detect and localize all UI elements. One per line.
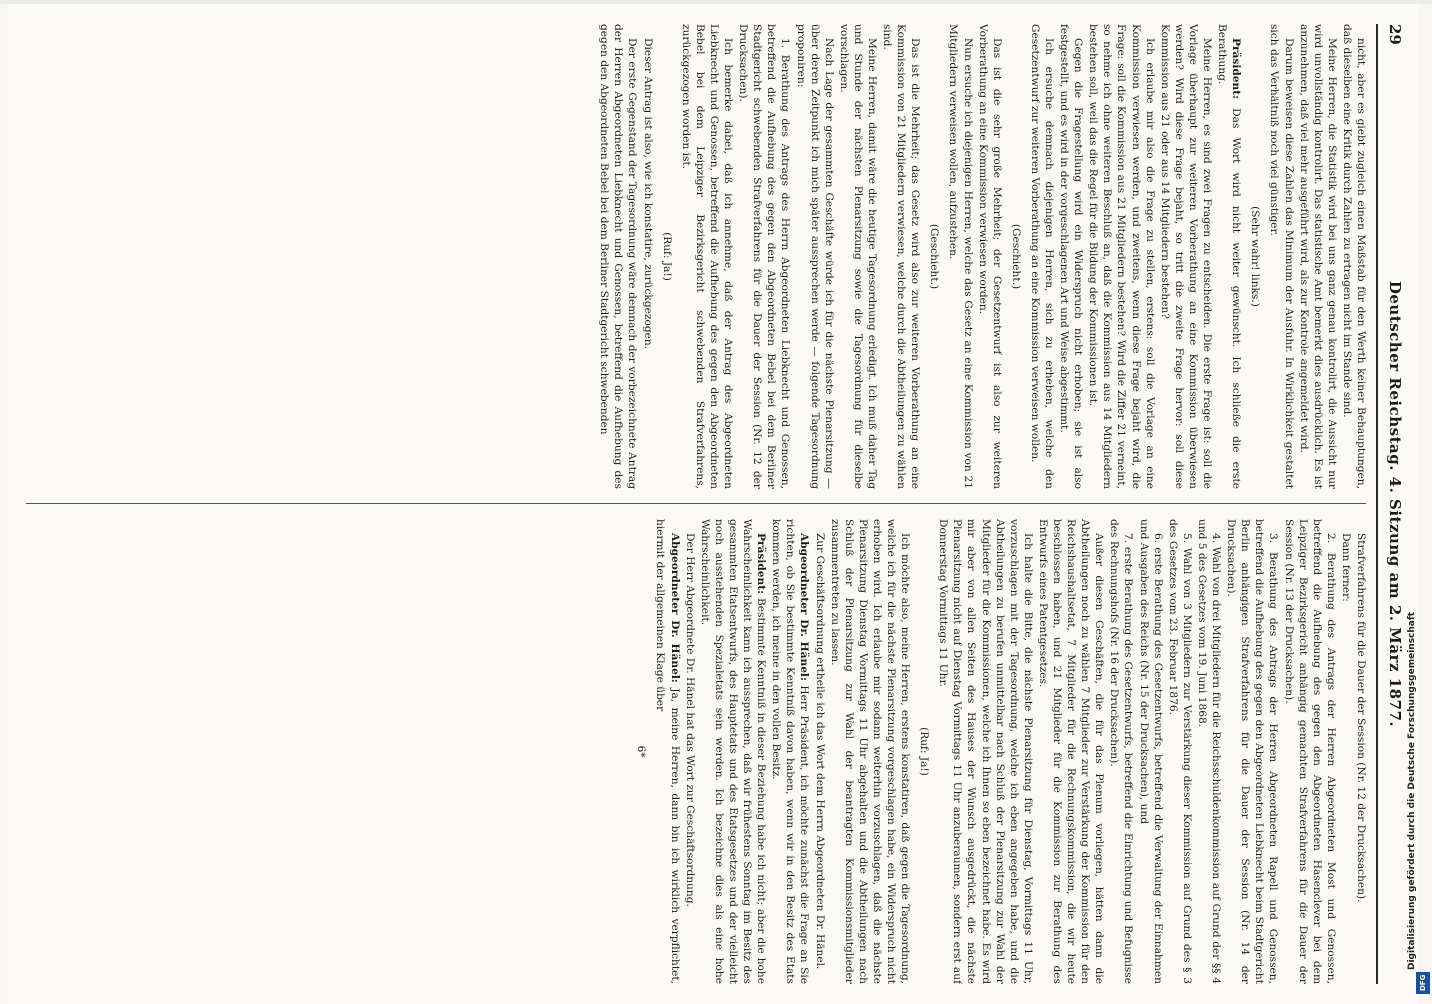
column-separator [26, 503, 1366, 504]
speaker-name: Abgeordneter Dr. Hänel: [668, 533, 681, 683]
text-column-right [18, 519, 1368, 984]
paragraph: 7. erste Berathung des Gesetzentwurfs, betreffend die Einrichtung und Befugnisse des Rechnungshofs (Nr. 16 der Drucksachen). [1108, 519, 1135, 984]
paragraph: Außer diesen Geschäften, die für das Plenum vorliegen, hätten dann die Abtheilungen noch zu wählen 7 Mitglieder zur Verstärkung der Kommission für den Reichshaushaltsetat, 7 Mitglieder für die Rechnungskommission, die wir heute beschlossen haben, und 21 Mitglieder für die Kommission zur Berathung des Entwurfs eines Patentgesetzes. [1036, 519, 1106, 984]
speaker-name: Abgeordneter Dr. Hänel: [798, 533, 811, 681]
paragraph: Ich ersuche demnach diejenigen Herren, sich zu erheben, welche den Gesetzentwurf zur weiteren Vorberathung an eine Kommission verweisen wollen. [1028, 24, 1056, 489]
page-number: 29 [1386, 24, 1404, 45]
speech-text: Das Wort wird nicht weiter gewünscht. Ich schließe die erste Berathung. [1216, 24, 1243, 489]
document-page [8, 4, 1418, 1004]
interjection: (Ruf: Ja!) [918, 727, 931, 776]
paragraph: Das ist die sehr große Mehrheit; der Gesetzentwurf ist also zur weiteren Vorberathung an eine Kommission verwiesen worden. [976, 24, 1003, 489]
paragraph: Ich bemerke dabei, daß ich annehme, daß der Antrag des Abgeordneten Liebknecht und Genossen, betreffend die Aufhebung des gegen den Abgeordneten Bebel bei dem Leipziger Bezirksgericht schwebenden Strafverfahrens, zurückgezogen worden ist. [679, 24, 735, 489]
paragraph: 1. Berathung des Antrags des Herrn Abgeordneten Liebknecht und Genossen, betreffend die Aufhebung des gegen den Abgeordneten Bebel bei dem Berliner Stadtgericht schwebenden Strafverfahrens für die Dauer der Session (Nr. 12 der Drucksachen). [737, 24, 792, 489]
text-column-left [18, 24, 1368, 489]
speaker-paragraph [653, 519, 681, 984]
paragraph: Der erste Gegenstand der Tagesordnung wäre demnach der vorbezeichnete Antrag der Herren Abgeordneten Liebknecht und Genossen, betreffend die Aufhebung des gegen den Abgeordneten Bebel bei dem Berliner Stadtgericht schwebenden [598, 24, 639, 489]
paragraph: Ich halte die Bitte, die nächste Plenarsitzung für Dienstag, Vormittags 11 Uhr, vorzuschlagen mit der Tagesordnung, welche ich eben angegeben habe, und die Abtheilungen zu berufen unmittelbar nach Schluß der Plenarsitzung zur Wahl der Mitglieder für die Kommissionen, welche ich Ihnen so eben bezeichnet habe. Es wird mir aber von allen Seiten des Hauses der Wunsch ausgedrückt, die nächste Plenarsitzung nicht auf Dienstag Vormittags 11 Uhr anzuberaumen, sondern erst auf Donnerstag Vormittags 11 Uhr. [937, 519, 1034, 984]
speaker-name: Präsident: [1230, 38, 1243, 100]
speaker-paragraph [769, 519, 811, 984]
paragraph: Dann ferner: [1339, 533, 1352, 602]
speech-text: Herr Präsident, ich möchte zunächst die Frage an Sie richten, ob Sie bestimmte Kenntniß davon haben, wenn wir in den Besitz des Etats kommen werden, ich meine in den vollen Besitz. [770, 519, 811, 984]
speaker-paragraph [698, 519, 768, 984]
paragraph: Ich möchte also, meine Herren, erstens konstatiren, daß gegen die Tagesordnung, welche ich für die nächste Plenarsitzung vorgeschlagen habe, ein Widerspruch nicht erhoben wird. Ich erlaube mir sodann weiterhin vorzuschlagen, daß die nächste Plenarsitzung Dienstag Vormittags 11 Uhr abgehalten und die Abtheilungen nach Schluß der Plenarsitzung zur Wahl der beantragten Kommissionsmitglieder zusammentreten zu lassen. [828, 519, 912, 984]
paragraph: Nach Lage der gesammten Geschäfte würde ich für die nächste Plenarsitzung — über deren Zeitpunkt ich mich später aussprechen werde — folgende Tagesordnung proponiren: [794, 24, 835, 489]
interjection: (Geschieht.) [928, 223, 941, 290]
interjection: (Sehr wahr! links.) [1249, 206, 1262, 307]
paragraph: Zur Geschäftsordnung ertheile ich das Wort dem Herrn Abgeordneten Dr. Hänel. [813, 533, 826, 970]
paragraph: Ich erlaube mir also die Frage zu stellen, erstens: soll die Vorlage an eine Kommission verwiesen werden, und zweitens, wenn diese Frage bejaht wird, die Frage: soll die Kommission aus 21 Mitgliedern bestehen? Wird die Ziffer 21 verneint, so nehme ich ohne weiteren Beschluß an, daß die Kommission aus 14 Mitgliedern bestehen soll, weil das die Regel für die Bildung der Kommissionen ist. [1087, 24, 1156, 489]
paragraph: 6. erste Berathung des Gesetzentwurfs, betreffend die Verwaltung der Einnahmen und Ausgaben des Reichs (Nr. 15 der Drucksachen), und [1137, 519, 1164, 984]
page-header [1380, 24, 1408, 984]
paragraph: Der Herr Abgeordnete Dr. Hänel hat das Wort zur Geschäftsordnung. [683, 533, 696, 907]
interjection: (Ruf: Ja!) [660, 232, 673, 281]
paragraph: 4. Wahl von drei Mitgliedern für die Reichsschuldenkommission auf Grund der §§ 4 und 5 des Gesetzes vom 19. Juni 1868. [1195, 519, 1223, 984]
paragraph: Nun ersuche ich diejenigen Herren, welche das Gesetz an eine Kommission von 21 Mitgliedern verweisen wollen, aufzustehen. [947, 24, 974, 489]
paragraph: 5. Wahl von 3 Mitgliedern zur Verstärkung dieser Kommission auf Grund des § 3 des Gesetzes vom 23. Februar 1876. [1166, 519, 1193, 984]
speaker-name: Präsident: [755, 533, 768, 595]
speech-text: Bestimmte Kenntniß in dieser Beziehung habe ich nicht; aber die hohe Wahrscheinlichkeit kann ich aussprechen, daß wir frühestens Sonntag im Besitz des gesammten Etatsentwurfs, des Hauptetats und des Etatsgesetzes und der vielleicht noch ausstehenden Spezialetats sein werden. Ich bezeichne dies als eine hohe Wahrscheinlichkeit. [698, 519, 768, 984]
paragraph: nicht, aber es giebt zugleich einen Maßstab für den Werth keiner Behauptungen, daß dieselben eine Kritik durch Zahlen zu ertragen nicht im Stande sind. [1340, 24, 1367, 489]
running-title: Deutscher Reichstag. 4. Sitzung am 2. März 1877. [1386, 280, 1404, 728]
header-rule [1376, 24, 1378, 984]
speech-text: Ja, meine Herren, dann bin ich wirklich verpflichtet, hiermit der allgemeinen Klage über [654, 519, 681, 984]
paragraph: Strafverfahrens für die Dauer der Session (Nr. 12 der Drucksachen). [1355, 533, 1367, 903]
interjection: (Geschieht.) [1009, 223, 1022, 290]
paragraph: 3. Berathung des Antrags der Herren Abgeordneten Rapell und Genossen, betreffend die Aufhebung des gegen den Abgeordneten Liebknecht beim Stadtgericht Berlin anhängigen Strafverfahrens für die Dauer der Session (Nr. 14 der Drucksachen). [1225, 519, 1280, 984]
paragraph: Dieser Antrag ist also, wie ich konstatire, zurückgezogen. [641, 38, 654, 350]
digitization-note: Digitalisierung gefördert durch die Deutsche Forschungsgemeinschaft [1407, 611, 1417, 970]
paragraph: 2. Berathung des Antrags der Herren Abgeordneten Most und Genossen, betreffend die Aufhebung des gegen den Abgeordneten Hasenclever bei dem Leipziger Bezirksgericht anhängig gemachten Strafverfahrens für die Dauer der Session (Nr. 13 der Drucksachen). [1282, 519, 1337, 984]
paragraph: Meine Herren, es sind zwei Fragen zu entscheiden. Die erste Frage ist: soll die Vorlage überhaupt zur weiteren Vorberathung an eine Kommission überwiesen werden? Wird diese Frage bejaht, so tritt die zweite Frage hervor: soll diese Kommission aus 21 oder aus 14 Mitgliedern bestehen? [1158, 24, 1214, 489]
paragraph: Meine Herren, die Statistik wird bei uns ganz genau kontrolirt, die Aussicht nur wird unvollständig kontrolirt. Das statistische Amt bemerkt dies ausdrücklich. Es ist anzunehmen, daß viel mehr ausgeführt wird, als zur Kontrole angemeldet wird. [1297, 24, 1338, 489]
paragraph: Darum beweisen diese Zahlen das Minimum der Ausfuhr. In Wirklichkeit gestaltet sich das Verhältniß noch viel günstiger. [1268, 24, 1295, 489]
interjection: 6* [635, 745, 648, 758]
paragraph: Meine Herren, damit wäre die heutige Tagesordnung erledigt. Ich muß daher Tag und Stunde der nächsten Plenarsitzung sowie die Tagesordnung für dieselbe vorschlagen. [837, 24, 878, 489]
paragraph: Gegen die Fragestellung wird ein Widerspruch nicht erhoben; sie ist also festgestellt, und es wird in der vorgeschlagenen Art und Weise abgestimmt. [1058, 24, 1085, 489]
dfg-logo: DFG [1416, 972, 1430, 994]
paragraph: Das ist die Mehrheit; das Gesetz wird also zur weiteren Vorberathung an eine Kommission von 21 Mitgliedern verwiesen, welche durch die Abtheilungen zu wählen sind. [881, 24, 922, 489]
speaker-paragraph [1215, 24, 1243, 489]
